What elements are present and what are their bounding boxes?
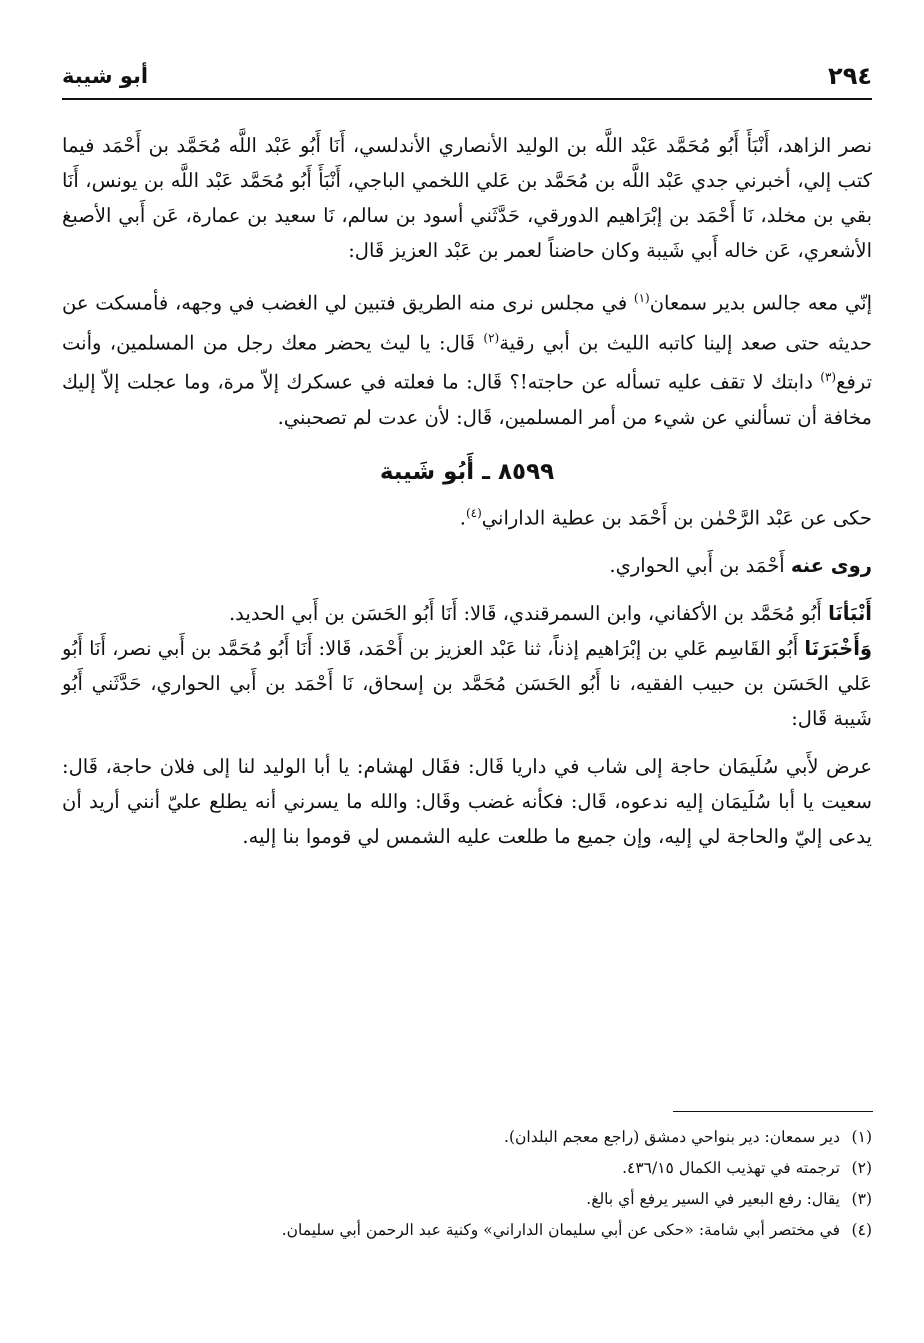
footnote-text: ترجمته في تهذيب الكمال ٤٣٦/١٥. <box>622 1159 840 1177</box>
footnote-number: (١) <box>851 1128 872 1146</box>
footnote-marker: (٤) <box>465 505 482 520</box>
footnote-text: في مختصر أبي شامة: «حكى عن أبي سليمان الداراني» وكنية عبد الرحمن أبي سليمان. <box>281 1221 840 1239</box>
footnote-text: دير سمعان: دير بنواحي دمشق (راجع معجم البلدان). <box>504 1128 840 1146</box>
page-header <box>62 62 872 100</box>
anbana-paragraph <box>62 596 872 631</box>
entry-heading: ٨٥٩٩ ـ أَبُو شَيبة <box>379 458 555 485</box>
footnote-text: يقال: رفع البعير في السير يرفع أي بالغ. <box>586 1190 840 1208</box>
footnote-item <box>62 1184 872 1215</box>
matn-text: دابتك لا تقف عليه تسأله عن حاجته!؟ قَال: ما فعلته في عسكرك إلاّ مرة، وما عجلت إلاّ إليك مخافة أن تسألني عن شيء من أمر المسلمين، قَال: لأن عدت لم تصحبني. <box>62 370 872 429</box>
hakaa-paragraph <box>62 496 872 536</box>
footnote-number: (٤) <box>851 1221 872 1239</box>
footnote-item <box>62 1122 872 1153</box>
page-number: ٢٩٤ <box>828 62 872 90</box>
main-text <box>62 128 872 854</box>
akhbarana-label: وَأَخْبَرَنَا <box>804 637 872 660</box>
footnote-marker: (٣) <box>820 370 837 384</box>
rawa-text: أَحْمَد بن أَبي الحواري. <box>609 554 791 577</box>
anbana-label: أَنْبَأنَا <box>828 602 872 625</box>
akhbarana-paragraph <box>62 631 872 736</box>
footnotes <box>62 1122 872 1246</box>
isnad-paragraph: نصر الزاهد، أَنْبَأَ أَبُو مُحَمَّد عَبْد اللَّه بن الوليد الأنصاري الأندلسي، أَنَا أَبُو عَبْد اللَّه مُحَمَّد بن أَحْمَد فيما كتب إلي، أخبرني جدي عَبْد اللَّه بن مُحَمَّد بن عَلي اللخمي الباجي، أَنْبَأَ أَبُو مُحَمَّد عَبْد اللَّه بن يونس، أَنَا بقي بن مخلد، نَا أَحْمَد بن إبْرَاهيم الدورقي، حَدَّثَني أسود بن سالم، نَا سعيد بن عمارة، عَن أَبي الأصبغ الأشعري، عَن خاله أَبي شَيبة وكان حاضناً لعمر بن عَبْد العزيز قَال: <box>62 134 872 262</box>
matn-text: قَال: يا ليث يحضر معك رجل من المسلمين، وأنت ترفع <box>62 331 872 394</box>
hakaa-text: حكى عن عَبْد الرَّحْمٰن بن أَحْمَد بن عطية الداراني <box>481 506 872 529</box>
matn-paragraph-2: عرض لأَبي سُلَيمَان حاجة إلى شاب في داريا قَال: فقَال لهشام: يا أبا الوليد لنا إلى فلان حاجة، قَال: سعيت يا أبا سُلَيمَان إليه ندعوه، قَال: فكأنه غضب وقَال: والله ما يسرني أنه يطلع عليّ أنني أريد أن يدعى إليّ والحاجة لي إليه، وإن جميع ما طلعت عليه الشمس لي قوموا بنا إليه. <box>62 755 872 848</box>
matn-text: في مجلس نرى منه الطريق فتبين لي الغضب في وجهه، فأمسكت عن حديثه حتى صعد إلينا كاتبه الليث بن أبي رقية <box>62 291 872 354</box>
footnote-number: (٣) <box>851 1190 872 1208</box>
footnote-marker: (١) <box>633 291 650 305</box>
rawa-paragraph <box>62 548 872 583</box>
akhbarana-text: أَبُو القَاسِم عَلي بن إبْرَاهيم إذناً، ثنا عَبْد العزيز بن أَحْمَد، قَالا: أَنَا أَبُو مُحَمَّد بن أَبي نصر، أَنَا أَبُو عَلي الحَسَن بن حبيب الفقيه، نا أَبُو الحَسَن مُحَمَّد بن إسحاق، نَا أَحْمَد بن أَبي الحواري، حَدَّثَني أَبُو شَيبة قَال: <box>62 637 872 730</box>
footnote-item <box>62 1215 872 1246</box>
footnote-number: (٢) <box>851 1159 872 1177</box>
matn-text: إنّي معه جالس بدير سمعان <box>649 291 872 315</box>
anbana-text: أَبُو مُحَمَّد بن الأكفاني، وابن السمرقندي، قَالا: أَنَا أَبُو الحَسَن بن أَبي الحديد. <box>228 602 829 625</box>
footnote-item <box>62 1153 872 1184</box>
footnote-marker: (٢) <box>483 330 500 345</box>
running-title: أبو شيبة <box>62 64 149 88</box>
footnote-divider <box>673 1111 873 1112</box>
rawa-label: روى عنه <box>790 554 872 577</box>
matn-paragraph <box>62 281 872 435</box>
hakaa-end: . <box>459 506 466 529</box>
